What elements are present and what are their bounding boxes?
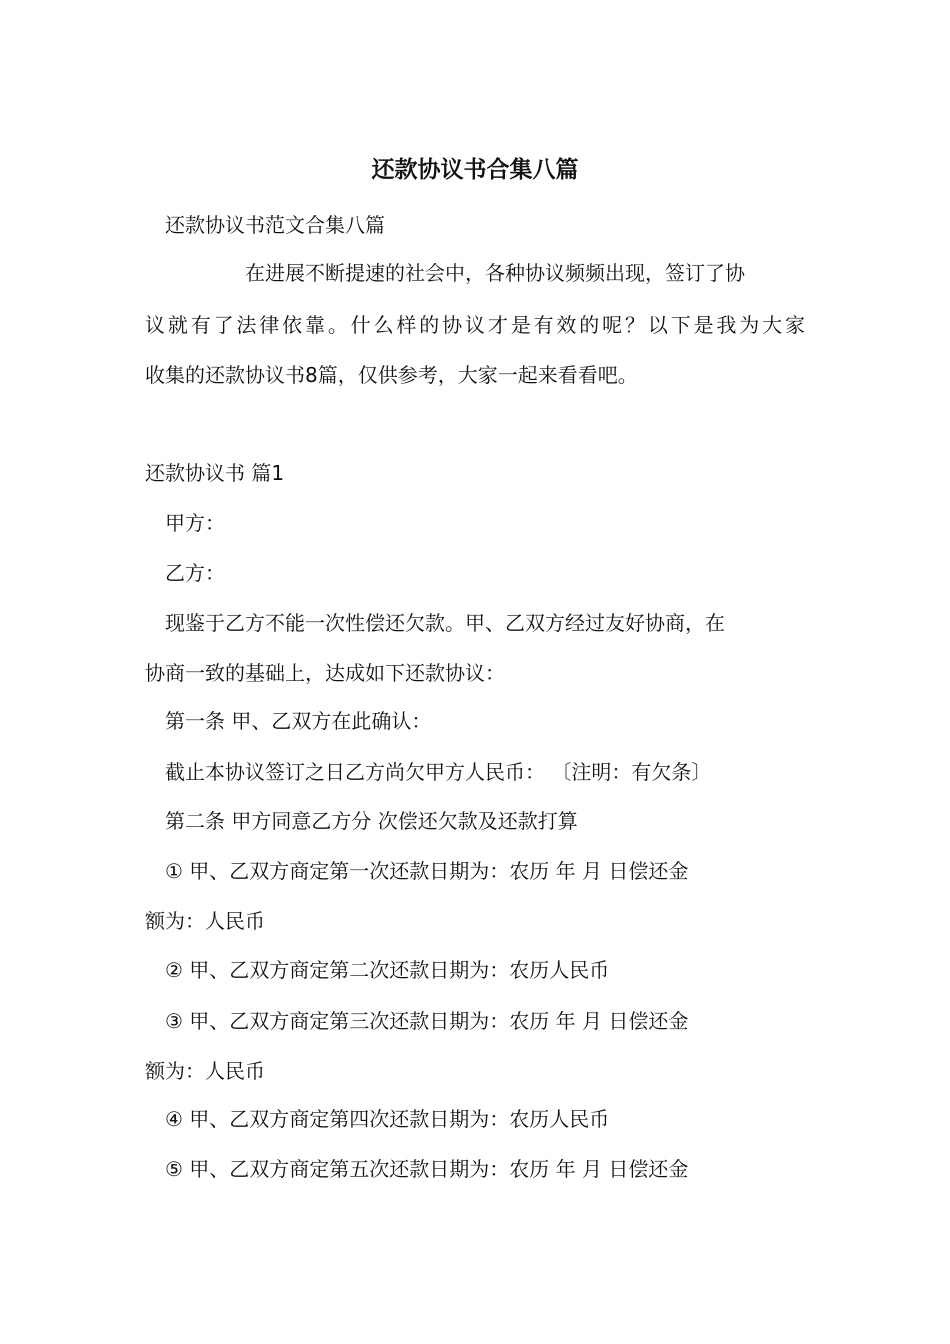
article-1: 第一条 甲、乙双方在此确认： (165, 709, 432, 733)
intro-line-3: 收集的还款协议书8篇，仅供参考，大家一起来看看吧。 (145, 363, 638, 387)
repayment-item-4: ④ 甲、乙双方商定第四次还款日期为：农历人民币 (165, 1107, 610, 1131)
article-2: 第二条 甲方同意乙方分 次偿还欠款及还款打算 (165, 809, 578, 833)
repayment-item-5: ⑤ 甲、乙双方商定第五次还款日期为：农历 年 月 日偿还金 (165, 1157, 689, 1181)
repayment-item-2: ② 甲、乙双方商定第二次还款日期为：农历人民币 (165, 958, 610, 982)
outstanding-debt-line: 截止本协议签订之日乙方尚欠甲方人民币： 〔注明：有欠条〕 (165, 760, 712, 784)
document-title: 还款协议书合集八篇 (371, 156, 579, 183)
party-b-label: 乙方： (165, 561, 225, 585)
repayment-item-3: ③ 甲、乙双方商定第三次还款日期为：农历 年 月 日偿还金 (165, 1009, 689, 1033)
section-heading: 还款协议书 篇1 (145, 461, 285, 485)
intro-line-2: 议就有了法律依靠。什么样的协议才是有效的呢？以下是我为大家 (145, 313, 805, 337)
document-subtitle: 还款协议书范文合集八篇 (165, 213, 385, 237)
body-line-2: 协商一致的基础上，达成如下还款协议： (145, 661, 505, 685)
party-a-label: 甲方： (165, 511, 225, 535)
repayment-item-1: ① 甲、乙双方商定第一次还款日期为：农历 年 月 日偿还金 (165, 859, 689, 883)
repayment-item-3-cont: 额为：人民币 (145, 1059, 265, 1083)
intro-line-1: 在进展不断提速的社会中，各种协议频频出现，签订了协 (245, 261, 745, 285)
body-line-1: 现鉴于乙方不能一次性偿还欠款。甲、乙双方经过友好协商，在 (165, 611, 725, 635)
repayment-item-1-cont: 额为：人民币 (145, 909, 265, 933)
